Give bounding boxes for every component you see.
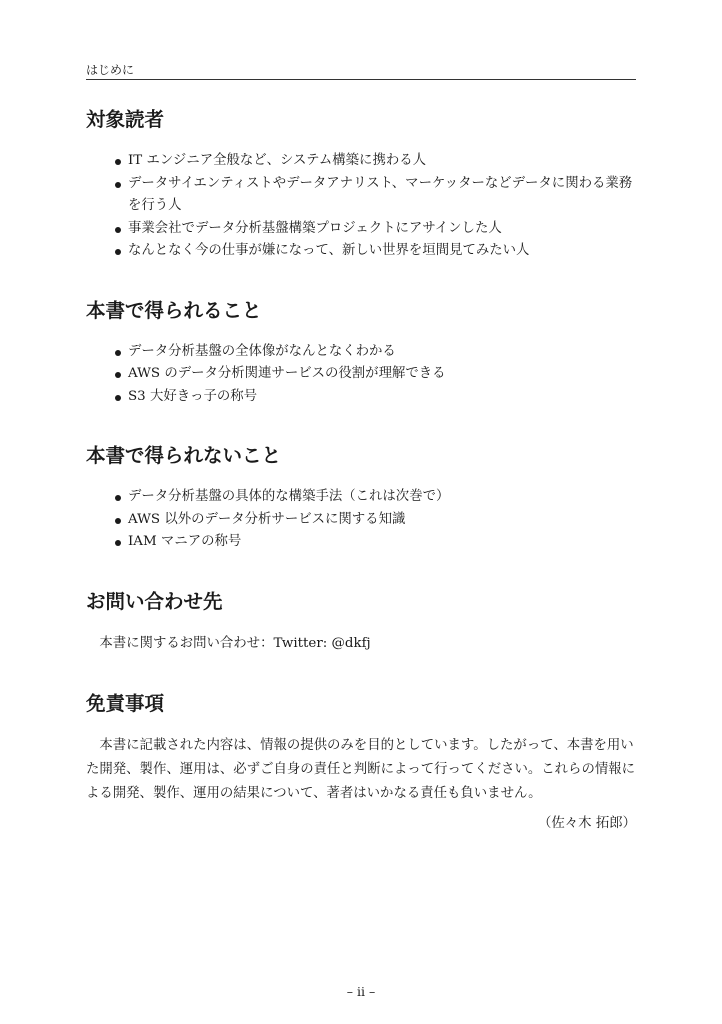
list-item: AWS のデータ分析関連サービスの役割が理解できる [128,363,636,386]
list-item: 事業会社でデータ分析基盤構築プロジェクトにアサインした人 [128,218,636,241]
bullet-icon [115,350,121,356]
list-item: データサイエンティストやデータアナリスト、マーケッターなどデータに関わる業務を行う人 [128,173,636,218]
bullet-icon [115,249,121,255]
heading-target-audience: 対象読者 [86,108,165,131]
not-gains-list [86,486,636,554]
author-signature: （佐々木 拓郎） [538,815,636,831]
bullet-icon [115,182,121,188]
contact-text: 本書に関するお問い合わせ：Twitter: @dkfj [99,635,371,651]
bullet-icon [115,372,121,378]
bullet-icon [115,518,121,524]
list-item: AWS 以外のデータ分析サービスに関する知識 [128,509,636,532]
list-item: IAM マニアの称号 [128,531,636,554]
list-item: データ分析基盤の具体的な構築手法（これは次巻で） [128,486,636,509]
page-body [86,106,636,836]
bullet-icon [115,159,121,165]
heading-disclaimer: 免責事項 [86,691,165,715]
list-item: IT エンジニア全般など、システム構築に携わる人 [128,150,636,173]
bullet-icon [115,227,121,233]
gains-list [86,341,636,409]
bullet-icon [115,495,121,501]
heading-what-you-gain: 本書で得られること [86,298,262,322]
header-rule [86,79,636,80]
audience-list [86,150,636,263]
heading-contact: お問い合わせ先 [86,589,223,613]
page-number: – ii – [346,984,376,999]
heading-what-you-dont-gain: 本書で得られないこと [86,444,282,467]
bullet-icon [115,540,121,546]
bullet-icon [115,395,121,401]
running-header: はじめに [86,63,135,77]
list-item: なんとなく今の仕事が嫌になって、新しい世界を垣間見てみたい人 [128,240,636,263]
list-item: データ分析基盤の全体像がなんとなくわかる [128,341,636,364]
disclaimer-text: 本書に記載された内容は、情報の提供のみを目的としています。したがって、本書を用いた開発、製作、運用は、必ずご自身の責任と判断によって行ってください。これらの情報による開発、製作、運用の結果について、著者はいかなる責任も負いません。 [86,737,636,801]
list-item: S3 大好きっ子の称号 [128,386,636,409]
